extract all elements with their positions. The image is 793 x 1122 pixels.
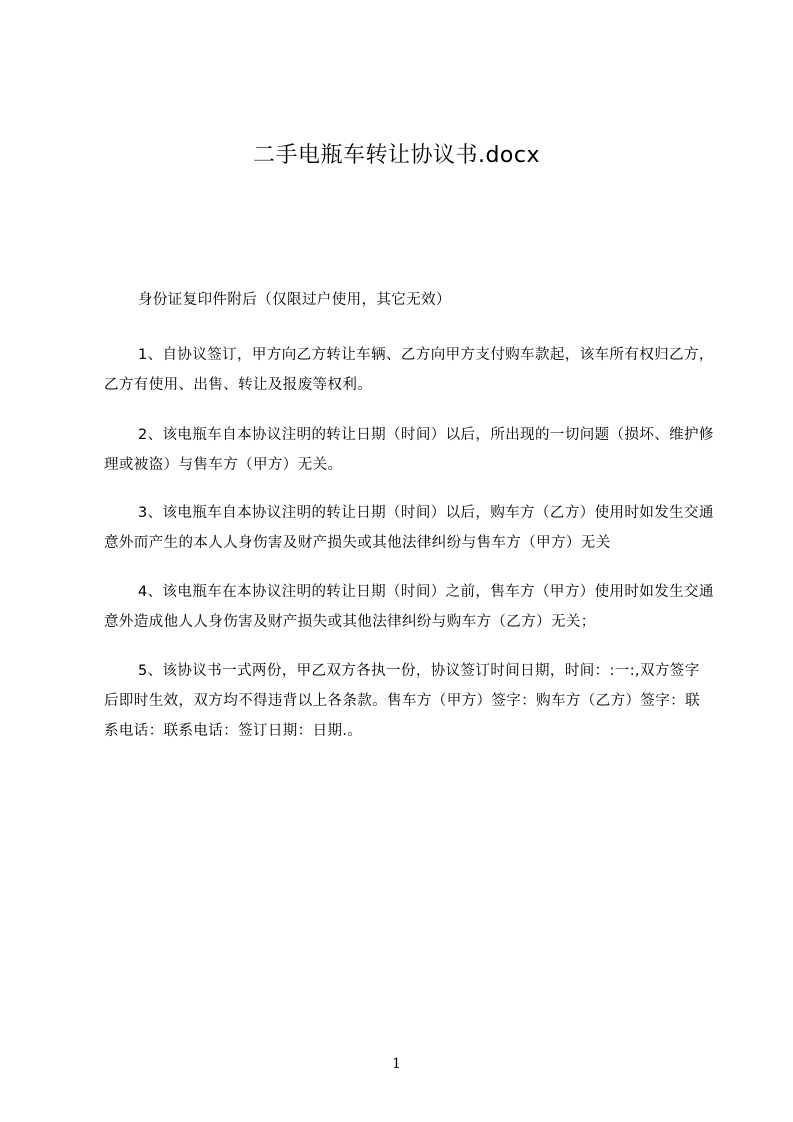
clause-5-paragraph — [104, 656, 714, 746]
clause-3-paragraph — [104, 498, 714, 558]
paragraph-clause-5: 5、该协议书一式两份，甲乙双方各执一份，协议签订时间日期，时间：:一:,双方签字后即时生效，双方均不得违背以上各条款。售车方（甲方）签字：购车方（乙方）签字：联系电话：联系电话：签订日期：日期.。 — [104, 663, 700, 739]
paragraph-clause-2: 2、该电瓶车自本协议注明的转让日期（时间）以后，所出现的一切问题（损坏、维护修理或被盗）与售车方（甲方）无关。 — [104, 427, 714, 473]
clause-1-paragraph — [104, 340, 714, 400]
id-copy-note-paragraph — [104, 285, 714, 315]
paragraph-clause-4: 4、该电瓶车在本协议注明的转让日期（时间）之前，售车方（甲方）使用时如发生交通意外造成他人人身伤害及财产损失或其他法律纠纷与购车方（乙方）无关； — [104, 584, 714, 630]
paragraph-id-copy-note: 身份证复印件附后（仅限过户使用，其它无效） — [138, 292, 451, 308]
document-title: 二手电瓶车转让协议书.docx — [252, 143, 541, 168]
paragraph-clause-3: 3、该电瓶车自本协议注明的转让日期（时间）以后，购车方（乙方）使用时如发生交通意外而产生的本人人身伤害及财产损失或其他法律纠纷与售车方（甲方）无关 — [104, 505, 714, 551]
page-number: 1 — [392, 1056, 401, 1072]
clause-4-paragraph — [104, 577, 714, 637]
paragraph-clause-1: 1、自协议签订，甲方向乙方转让车辆、乙方向甲方支付购车款起，该车所有权归乙方，乙方有使用、出售、转让及报废等权利。 — [104, 347, 714, 393]
clause-2-paragraph — [104, 420, 714, 480]
